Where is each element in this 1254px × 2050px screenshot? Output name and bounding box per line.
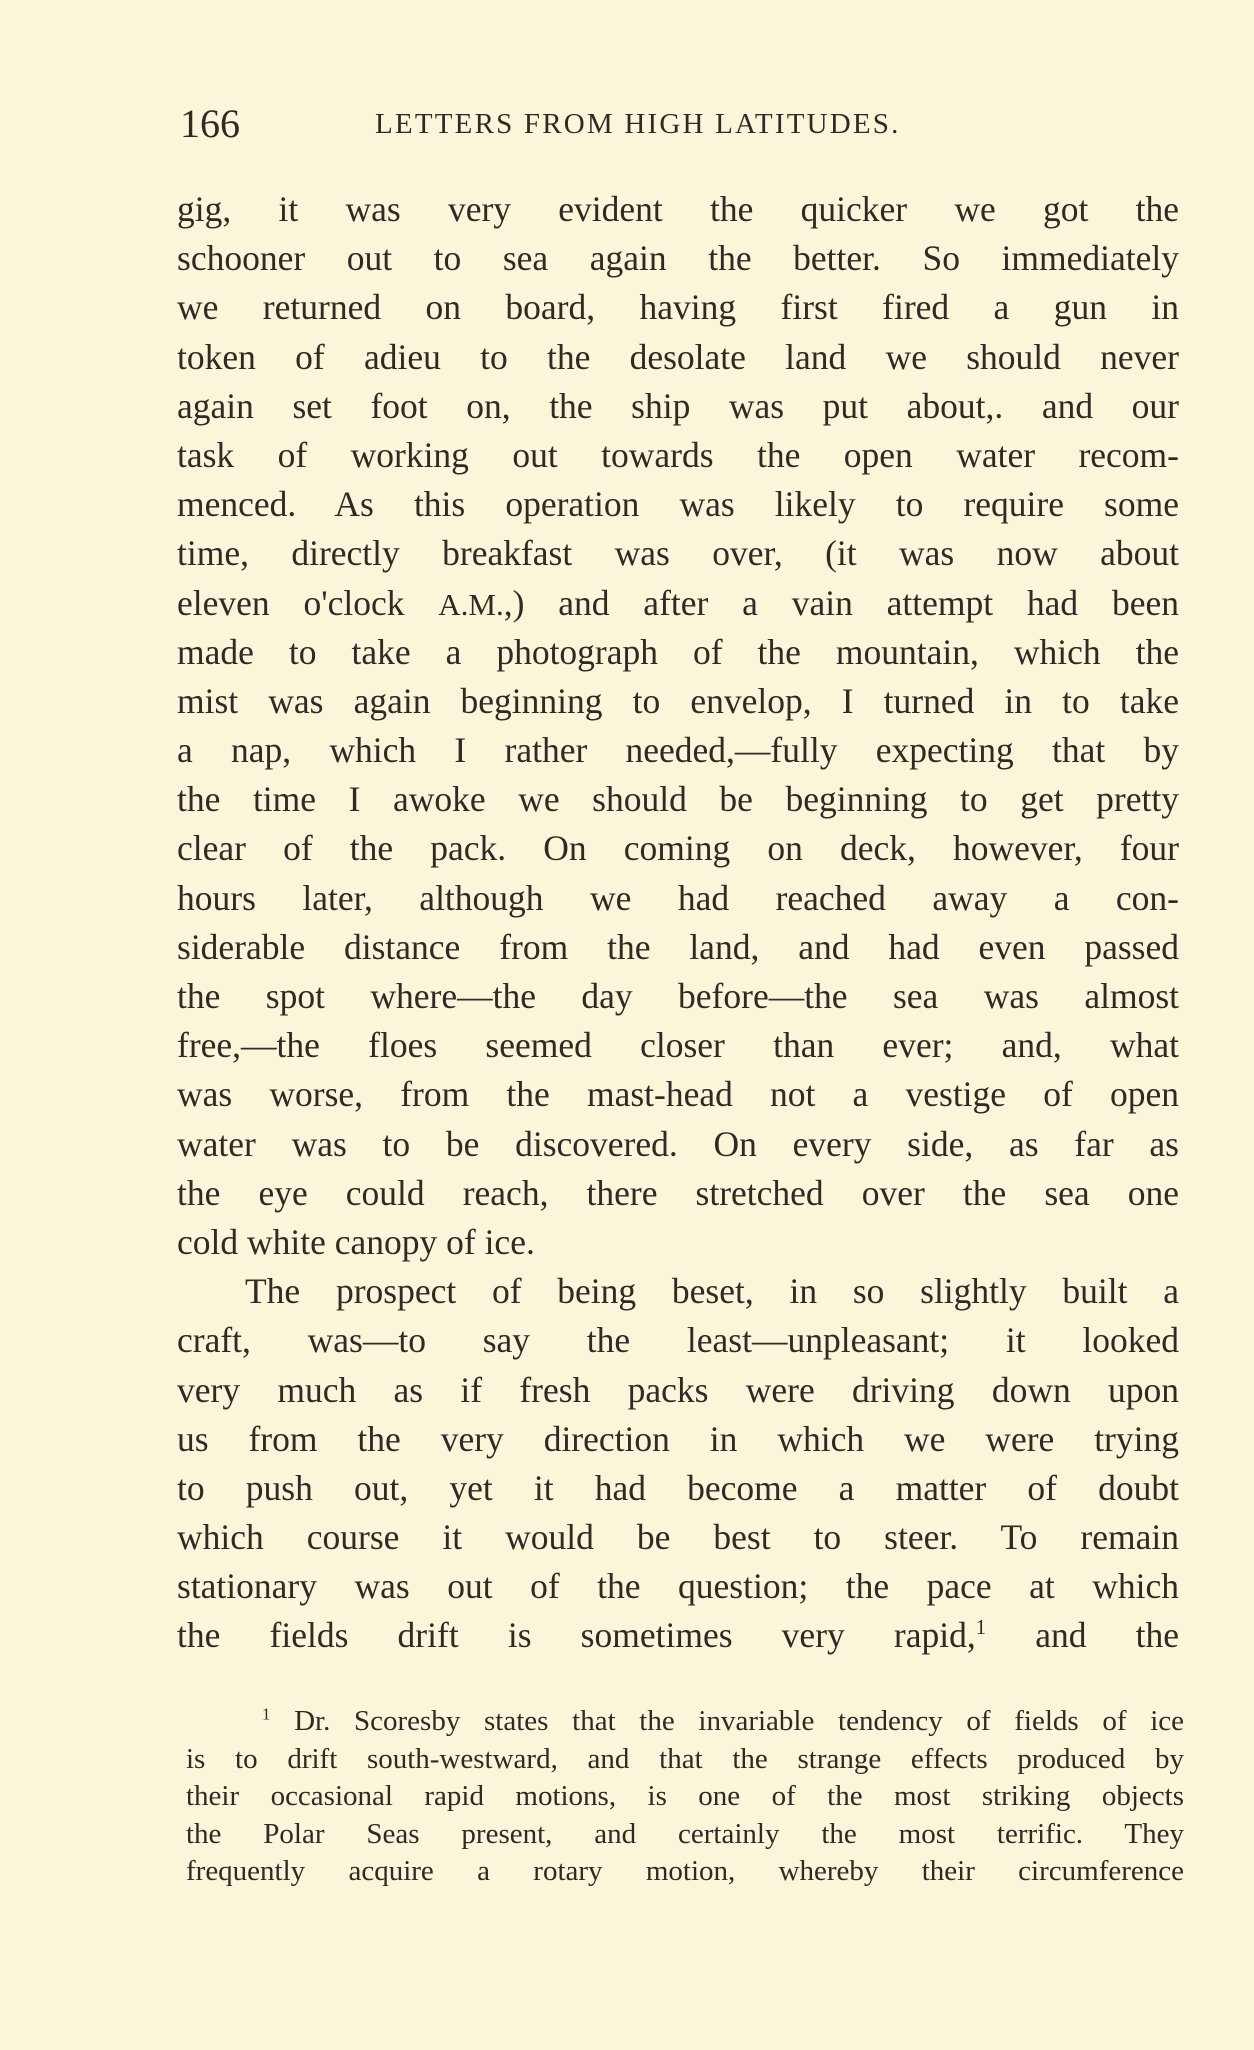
text-line: made to take a photograph of the mountain, which the [177,631,1179,672]
text-line: schooner out to sea again the better. So immediately [177,238,1179,279]
text-line: stationary was out of the question; the pace at which [177,1566,1179,1607]
text-line: free,—the floes seemed closer than ever; and, what [177,1025,1179,1066]
time-abbreviation: A.M. [438,586,504,622]
text-line: menced. As this operation was likely to require some [177,484,1179,525]
text-line: clear of the pack. On coming on deck, however, four [177,828,1179,869]
paragraph-start-line: The prospect of being beset, in so slightly built a [245,1271,1179,1312]
footnote-line: is to drift south-westward, and that the strange effects produced by [186,1742,1184,1775]
page-header [180,100,1180,150]
text-line: siderable distance from the land, and had even passed [177,926,1179,967]
footnote-marker: 1 [262,1704,271,1724]
text-line [177,579,1179,628]
text-line: the time I awoke we should be beginning to get pretty [177,779,1179,820]
footnote-line: the Polar Seas present, and certainly the most terrific. They [186,1817,1184,1850]
text-line: the eye could reach, there stretched over the sea one [177,1172,1179,1213]
text-line: mist was again beginning to envelop, I turned in to take [177,680,1179,721]
text-segment: Dr. Scoresby states that the invariable tendency of fields of ice [294,1705,1184,1737]
text-line: again set foot on, the ship was put about,. and our [177,385,1179,426]
paragraph-end-line: cold white canopy of ice. [177,1221,535,1262]
text-line [177,1611,1179,1660]
footnote-line [186,1703,1184,1741]
footnote-line: their occasional rapid motions, is one of the most striking objects [186,1780,1184,1813]
text-line: which course it would be best to steer. To remain [177,1517,1179,1558]
text-line: task of working out towards the open water recom- [177,434,1179,475]
text-line: to push out, yet it had become a matter of doubt [177,1467,1179,1508]
text-line: we returned on board, having first fired a gun in [177,287,1179,328]
footnote-line: frequently acquire a rotary motion, whereby their circumference [186,1855,1184,1888]
text-line: was worse, from the mast-head not a vestige of open [177,1074,1179,1115]
page-number: 166 [180,101,240,146]
text-line: water was to be discovered. On every side, as far as [177,1123,1179,1164]
text-segment: and the [986,1615,1179,1656]
text-line: token of adieu to the desolate land we should never [177,336,1179,377]
text-line: very much as if fresh packs were driving down upon [177,1369,1179,1410]
text-line: a nap, which I rather needed,—fully expecting that by [177,730,1179,771]
text-segment: ,) and after a vain attempt had been [503,582,1179,623]
text-line: us from the very direction in which we were trying [177,1418,1179,1459]
text-line: hours later, although we had reached away a con- [177,877,1179,918]
running-title: LETTERS FROM HIGH LATITUDES. [375,108,901,140]
footnote [186,1703,1184,1891]
text-segment: the fields drift is sometimes very rapid, [177,1615,976,1656]
footnote-reference: 1 [975,1617,987,1640]
text-line: craft, was—to say the least—unpleasant; it looked [177,1320,1179,1361]
main-text [177,185,1179,1661]
text-line: time, directly breakfast was over, (it was now about [177,533,1179,574]
text-line: the spot where—the day before—the sea was almost [177,976,1179,1016]
text-line: gig, it was very evident the quicker we got the [177,189,1179,229]
text-segment: eleven o'clock [177,582,405,623]
